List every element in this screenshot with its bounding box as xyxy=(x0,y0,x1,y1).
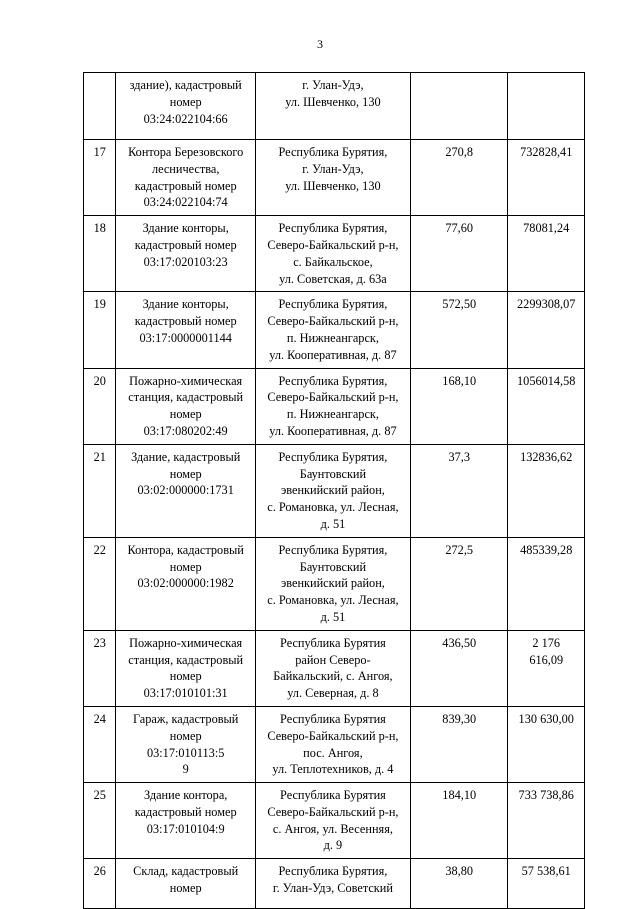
cost-cell xyxy=(508,537,585,630)
area-value: 572,50 xyxy=(442,297,477,312)
area-value: 270,8 xyxy=(445,145,474,159)
table-body xyxy=(84,73,585,909)
address-cell xyxy=(255,292,410,368)
object-name-line: номер xyxy=(169,407,202,422)
object-name-line: кадастровый номер xyxy=(134,178,237,193)
address-line: Республика Бурятия, xyxy=(278,373,388,388)
address-line: Северо-Байкальский р-н, xyxy=(267,314,399,329)
object-name-line: станция, кадастровый xyxy=(128,652,244,667)
address-cell xyxy=(255,706,410,782)
table-row xyxy=(84,783,585,859)
object-name-line: номер xyxy=(169,728,202,743)
area-cell xyxy=(410,216,507,292)
cost-value: 130 630,00 xyxy=(518,711,574,726)
cost-cell xyxy=(508,216,585,292)
cost-cell xyxy=(508,706,585,782)
address-line: с. Романовка, ул. Лесная, xyxy=(267,500,399,515)
area-cell xyxy=(410,630,507,706)
address-line: Северо-Байкальский р-н, xyxy=(267,390,399,405)
address-line: пос. Ангоя, xyxy=(303,745,363,760)
address-line: Северо-Байкальский р-н, xyxy=(267,804,399,819)
address-line: район Северо- xyxy=(295,652,371,667)
address-line: ул. Кооперативная, д. 87 xyxy=(269,347,397,362)
row-number: 19 xyxy=(93,297,106,312)
object-name-cell xyxy=(116,706,255,782)
object-name-line: кадастровый номер xyxy=(134,314,237,329)
object-name-line: Пожарно-химическая xyxy=(129,635,243,650)
address-line: г. Улан-Удэ, Советский xyxy=(272,881,393,896)
address-line: ул. Шевченко, 130 xyxy=(285,178,381,193)
row-number-cell xyxy=(84,630,116,706)
object-name-line: 03:17:010101:31 xyxy=(143,686,228,701)
page-number: 3 xyxy=(317,37,323,51)
row-number: 22 xyxy=(93,542,106,557)
cost-cell xyxy=(508,73,585,140)
cost-value: 732828,41 xyxy=(520,145,573,159)
cost-value: 616,09 xyxy=(529,652,564,667)
address-cell xyxy=(255,368,410,444)
table-row xyxy=(84,630,585,706)
area-value: 168,10 xyxy=(442,373,477,388)
object-name-cell xyxy=(116,140,255,216)
object-name-line: Здание контора, xyxy=(143,788,228,803)
cost-cell xyxy=(508,444,585,537)
cost-cell xyxy=(508,783,585,859)
address-line: Республика Бурятия, xyxy=(278,449,388,464)
table-row xyxy=(84,368,585,444)
object-name-line: 03:24:022104:66 xyxy=(143,111,228,126)
object-name-line: 03:17:010104:9 xyxy=(146,821,225,836)
row-number-cell xyxy=(84,706,116,782)
object-name-line: здание), кадастровый xyxy=(129,78,242,92)
area-value: 38,80 xyxy=(445,864,474,879)
object-name-line: 03:02:000000:1731 xyxy=(137,483,234,498)
area-cell xyxy=(410,292,507,368)
address-line: эвенкийский район, xyxy=(281,483,385,498)
object-name-line: кадастровый номер xyxy=(134,237,237,252)
area-cell xyxy=(410,783,507,859)
row-number-cell xyxy=(84,859,116,909)
address-line: ул. Северная, д. 8 xyxy=(287,686,379,701)
table-frame xyxy=(83,72,585,896)
area-cell xyxy=(410,537,507,630)
row-number-cell xyxy=(84,140,116,216)
cost-value: 78081,24 xyxy=(523,221,570,236)
address-line: эвенкийский район, xyxy=(281,576,385,591)
object-name-line: 9 xyxy=(182,762,189,777)
row-number-cell xyxy=(84,368,116,444)
address-line: с. Ангоя, ул. Весенняя, xyxy=(272,821,393,836)
object-name-line: Контора Березовского xyxy=(128,145,244,159)
address-cell xyxy=(255,630,410,706)
row-number-cell xyxy=(84,537,116,630)
address-cell xyxy=(255,444,410,537)
address-line: п. Нижнеангарск, xyxy=(286,407,379,422)
object-name-line: кадастровый номер xyxy=(134,804,237,819)
cost-value: 485339,28 xyxy=(520,542,573,557)
object-name-line: станция, кадастровый xyxy=(128,390,244,405)
object-name-line: 03:17:020103:23 xyxy=(143,254,228,269)
cost-cell xyxy=(508,292,585,368)
address-line: п. Нижнеангарск, xyxy=(286,330,379,345)
address-line: Северо-Байкальский р-н, xyxy=(267,237,399,252)
object-name-cell xyxy=(116,783,255,859)
area-cell xyxy=(410,859,507,909)
address-line: Республика Бурятия, xyxy=(278,145,388,159)
address-line: ул. Советская, д. 63а xyxy=(279,271,387,286)
table-row xyxy=(84,292,585,368)
area-cell xyxy=(410,368,507,444)
area-cell xyxy=(410,706,507,782)
address-cell xyxy=(255,537,410,630)
object-name-cell xyxy=(116,444,255,537)
area-value: 184,10 xyxy=(442,788,477,803)
address-line: Республика Бурятия xyxy=(280,711,386,726)
address-line: ул. Шевченко, 130 xyxy=(285,94,381,109)
object-name-cell xyxy=(116,630,255,706)
table-row xyxy=(84,537,585,630)
property-table xyxy=(83,72,585,909)
cost-value: 2 176 xyxy=(532,635,561,650)
address-line: ул. Теплотехников, д. 4 xyxy=(272,762,394,777)
row-number: 21 xyxy=(93,449,106,464)
cost-value: 132836,62 xyxy=(520,449,573,464)
table-row xyxy=(84,444,585,537)
object-name-line: 03:24:022104:74 xyxy=(143,195,228,210)
object-name-line: Гараж, кадастровый xyxy=(132,711,239,726)
object-name-line: 03:17:010113:5 xyxy=(146,745,225,760)
cost-value: 2299308,07 xyxy=(517,297,576,312)
address-line: Республика Бурятия xyxy=(280,635,386,650)
area-value: 839,30 xyxy=(442,711,477,726)
address-cell xyxy=(255,140,410,216)
object-name-line: Здание конторы, xyxy=(142,221,229,236)
object-name-cell xyxy=(116,73,255,140)
address-line: г. Улан-Удэ, xyxy=(302,78,364,92)
object-name-cell xyxy=(116,537,255,630)
object-name-cell xyxy=(116,368,255,444)
object-name-line: 03:02:000000:1982 xyxy=(137,576,234,591)
object-name-line: 03:17:0000001144 xyxy=(139,330,232,345)
row-number: 26 xyxy=(93,864,106,879)
object-name-line: Контора, кадастровый xyxy=(127,542,244,557)
address-line: Республика Бурятия, xyxy=(278,864,388,879)
address-line: Республика Бурятия, xyxy=(278,542,388,557)
area-cell xyxy=(410,444,507,537)
address-cell xyxy=(255,216,410,292)
object-name-line: Здание, кадастровый xyxy=(131,449,241,464)
address-line: с. Романовка, ул. Лесная, xyxy=(267,593,399,608)
object-name-line: Пожарно-химическая xyxy=(129,373,243,388)
cost-cell xyxy=(508,368,585,444)
object-name-line: Склад, кадастровый xyxy=(133,864,239,879)
table-row xyxy=(84,706,585,782)
area-value: 436,50 xyxy=(442,635,477,650)
address-line: с. Байкальское, xyxy=(293,254,373,269)
object-name-line: 03:17:080202:49 xyxy=(143,423,228,438)
object-name-line: номер xyxy=(169,94,202,109)
object-name-line: номер xyxy=(169,881,202,896)
table-row xyxy=(84,216,585,292)
address-line: ул. Кооперативная, д. 87 xyxy=(269,423,397,438)
address-line: д. 51 xyxy=(320,516,346,531)
address-line: Баунтовский xyxy=(299,466,367,481)
object-name-cell xyxy=(116,216,255,292)
area-cell xyxy=(410,73,507,140)
object-name-line: Здание конторы, xyxy=(142,297,229,312)
row-number: 23 xyxy=(93,635,106,650)
cost-value: 733 738,86 xyxy=(518,788,574,803)
cost-cell xyxy=(508,630,585,706)
cost-cell xyxy=(508,140,585,216)
area-value: 37,3 xyxy=(448,449,470,464)
object-name-line: номер xyxy=(169,466,202,481)
area-value: 77,60 xyxy=(445,221,474,236)
object-name-line: лесничества, xyxy=(151,161,220,176)
cost-cell xyxy=(508,859,585,909)
address-line: д. 9 xyxy=(323,838,343,853)
row-number: 17 xyxy=(93,145,106,159)
row-number-cell xyxy=(84,444,116,537)
area-cell xyxy=(410,140,507,216)
address-line: Республика Бурятия xyxy=(280,788,386,803)
row-number: 25 xyxy=(93,788,106,803)
row-number-cell xyxy=(84,292,116,368)
row-number-cell xyxy=(84,73,116,140)
address-cell xyxy=(255,783,410,859)
address-line: г. Улан-Удэ, xyxy=(302,161,364,176)
address-line: Северо-Байкальский р-н, xyxy=(267,728,399,743)
table-row xyxy=(84,73,585,140)
address-line: Республика Бурятия, xyxy=(278,297,388,312)
table-row xyxy=(84,859,585,909)
address-cell xyxy=(255,73,410,140)
table-row xyxy=(84,140,585,216)
object-name-line: номер xyxy=(169,669,202,684)
address-line: д. 51 xyxy=(320,609,346,624)
area-value: 272,5 xyxy=(445,542,474,557)
row-number: 20 xyxy=(93,373,106,388)
row-number-cell xyxy=(84,216,116,292)
cost-value: 1056014,58 xyxy=(517,373,576,388)
address-line: Байкальский, с. Ангоя, xyxy=(273,669,393,684)
row-number-cell xyxy=(84,783,116,859)
row-number: 18 xyxy=(93,221,106,236)
object-name-cell xyxy=(116,859,255,909)
row-number: 24 xyxy=(93,711,106,726)
cost-value: 57 538,61 xyxy=(521,864,571,879)
object-name-cell xyxy=(116,292,255,368)
address-line: Баунтовский xyxy=(299,559,367,574)
address-cell xyxy=(255,859,410,909)
object-name-line: номер xyxy=(169,559,202,574)
address-line: Республика Бурятия, xyxy=(278,221,388,236)
